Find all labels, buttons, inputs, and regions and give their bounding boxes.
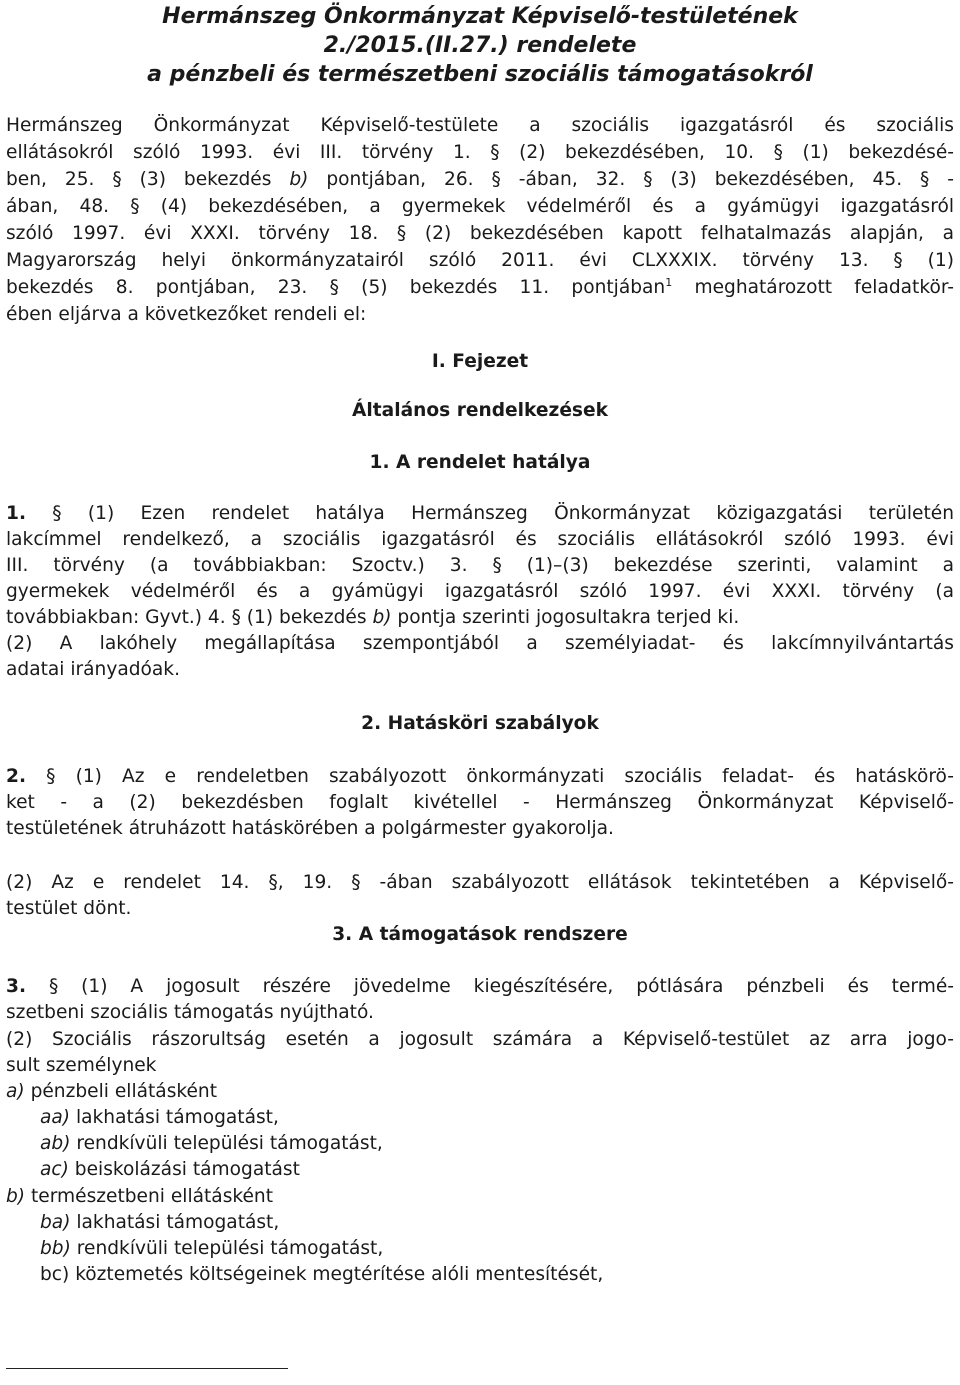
list-item-text: lakhatási támogatást, [70,1107,279,1128]
section-2-heading: 2. Hatásköri szabályok [361,713,599,734]
preamble-line: ében eljárva a következőket rendeli el: [6,304,367,325]
list-item [40,1131,383,1157]
section-3-text: § (1) A jogosult részére jövedelme kiegészítésére, pótlására pénzbeli és termé- [26,976,954,997]
section-3-line: sult személynek [6,1055,157,1076]
document-title-line-3: a pénzbeli és természetbeni szociális támogatásokról [147,62,813,87]
list-item [40,1157,300,1183]
list-item-text: természetbeni ellátásként [25,1186,274,1207]
preamble-text: ben, 25. § (3) bekezdés [6,169,290,190]
section-2-line: ket - a (2) bekezdésben foglalt kivétellel - Hermánszeg Önkormányzat Képviselő- [6,792,954,813]
preamble-line: szóló 1997. évi XXXI. törvény 18. § (2) bekezdésében kapott felhatalmazás alapján, a [6,223,954,244]
section-1-point-label: b) [372,607,392,628]
list-item-label: ac) [40,1159,69,1180]
section-1-heading: 1. A rendelet hatálya [369,452,591,473]
section-3-line: (2) Szociális rászorultság esetén a jogosult számára a Képviselő-testület az arra jogo- [6,1029,954,1050]
section-1-text: pontja szerinti jogosultakra terjed ki. [391,607,740,628]
list-item-label: ab) [40,1133,71,1154]
preamble-line [6,167,954,193]
preamble-line [6,275,954,301]
document-title-line-2: 2./2015.(II.27.) rendelete [323,33,637,58]
section-3-number: 3. [6,976,27,997]
section-1-text: § (1) Ezen rendelet hatálya Hermánszeg Önkormányzat közigazgatási területén [26,503,954,524]
preamble-line: ában, 48. § (4) bekezdésében, a gyermekek védelméről és a gyámügyi igazgatásról [6,196,954,217]
section-1-line: (2) A lakóhely megállapítása szempontjából a személyiadat- és lakcímnyilvántartás [6,633,954,654]
section-1-line: gyermekek védelméről és a gyámügyi igazgatásról szóló 1997. évi XXXI. törvény (a [6,581,954,602]
list-item [6,1184,273,1210]
section-2-text: § (1) Az e rendeletben szabályozott önkormányzati szociális feladat- és hatáskörö- [26,766,954,787]
list-item-text: rendkívüli települési támogatást, [70,1133,383,1154]
list-item-text: beiskolázási támogatást [68,1159,300,1180]
preamble-text: pontjában, 26. § -ában, 32. § (3) bekezdésében, 45. § - [308,169,954,190]
list-item-label: aa) [40,1107,71,1128]
footnote-separator [6,1368,288,1369]
list-item-text: rendkívüli települési támogatást, [70,1238,384,1259]
preamble-line: Hermánszeg Önkormányzat Képviselő-testülete a szociális igazgatásról és szociális [6,115,954,136]
section-2-line: testület dönt. [6,898,132,919]
list-item-text: pénzbeli ellátásként [24,1081,217,1102]
section-1-line: III. törvény (a továbbiakban: Szoctv.) 3. § (1)–(3) bekezdése szerinti, valamint a [6,555,954,576]
preamble-point-label: b) [289,169,309,190]
section-3-line: szetbeni szociális támogatás nyújtható. [6,1002,374,1023]
section-2-line: (2) Az e rendelet 14. §, 19. § -ában szabályozott ellátások tekintetében a Képviselő- [6,872,954,893]
list-item-label: a) [6,1081,25,1102]
list-item [6,1079,217,1105]
section-3-line [6,974,954,1000]
preamble-text: bekezdés 8. pontjában, 23. § (5) bekezdés 11. pontjában [6,277,666,298]
list-item [40,1105,279,1131]
footnote-marker: 1 [665,275,673,289]
preamble-text: meghatározott feladatkör- [672,277,954,298]
preamble-line: ellátásokról szóló 1993. évi III. törvény 1. § (2) bekezdésében, 10. § (1) bekezdésé- [6,142,954,163]
chapter-number: I. Fejezet [431,351,529,372]
preamble-line: Magyarország helyi önkormányzatairól szóló 2011. évi CLXXXIX. törvény 13. § (1) [6,250,954,271]
section-1-line: lakcímmel rendelkező, a szociális igazgatásról és szociális ellátásokról szóló 1993. évi [6,529,954,550]
list-item-label: ba) [40,1212,71,1233]
list-item-label: b) [6,1186,26,1207]
section-1-line: adatai irányadóak. [6,659,180,680]
section-1-line [6,605,739,631]
section-2-line: testületének átruházott hatáskörében a polgármester gyakorolja. [6,818,614,839]
section-2-line [6,764,954,790]
section-3-heading: 3. A támogatások rendszere [332,924,628,945]
document-title-line-1: Hermánszeg Önkormányzat Képviselő-testületének [162,4,798,29]
section-1-line [6,501,954,527]
section-2-number: 2. [6,766,27,787]
list-item-label: bc) [40,1264,70,1285]
section-1-text: továbbiakban: Gyvt.) 4. § (1) bekezdés [6,607,373,628]
chapter-title: Általános rendelkezések [352,400,608,421]
list-item [40,1262,603,1288]
list-item [40,1210,279,1236]
list-item-text: köztemetés költségeinek megtérítése alóli mentesítését, [69,1264,604,1285]
section-1-number: 1. [6,503,27,524]
list-item-label: bb) [40,1238,71,1259]
list-item [40,1236,383,1262]
list-item-text: lakhatási támogatást, [70,1212,280,1233]
